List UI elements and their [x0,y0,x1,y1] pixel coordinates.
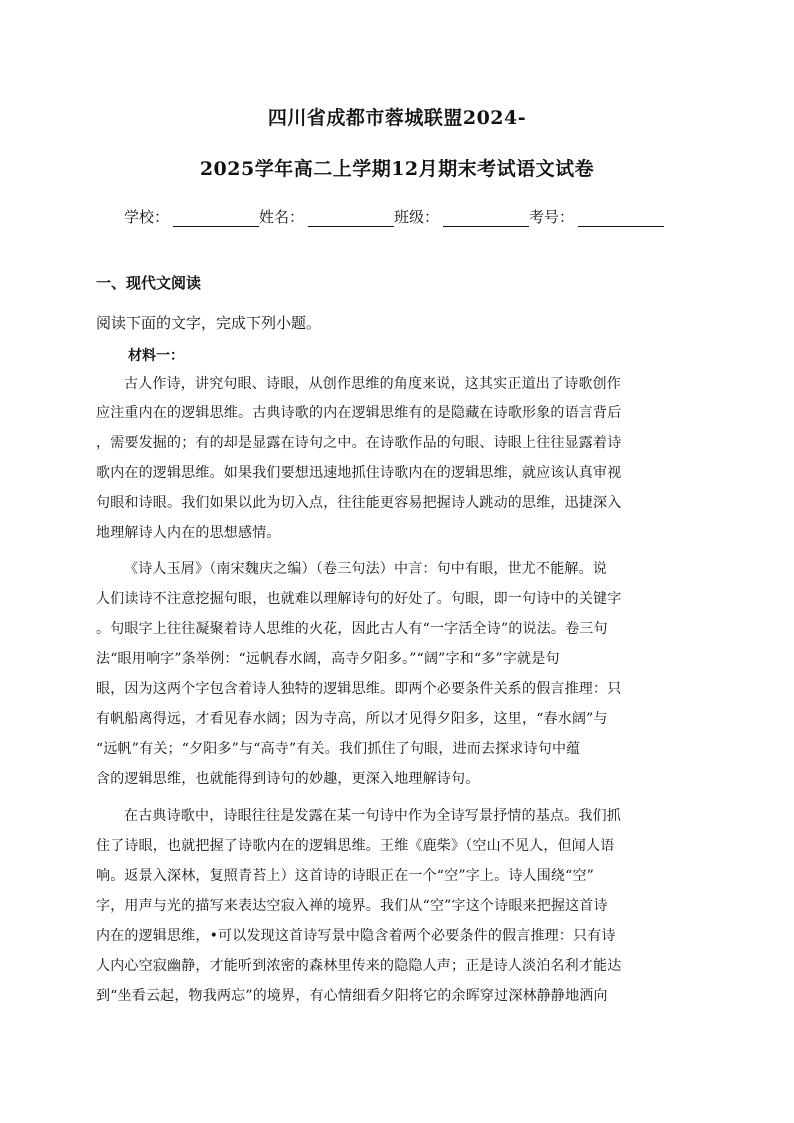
body-line: 古人作诗，讲究句眼、诗眼，从创作思维的角度来说，这其实正道出了诗歌创作 [124,376,621,392]
body-line: 人内心空寂幽静，才能听到浓密的森林里传来的隐隐人声；正是诗人淡泊名利才能达 [96,958,622,974]
school-field [124,206,259,227]
body-line: 有帆船离得远，才看见春水阔；因为寺高，所以才见得夕阳多，这里，“春水阔”与 [96,711,608,727]
class-blank [443,210,529,227]
class-field [394,206,529,227]
reading-instruction: 阅读下面的文字，完成下列小题。 [96,314,322,332]
body-line: 《诗人玉屑》（南宋魏庆之编）（卷三句法）中言：句中有眼，世尤不能解。说 [124,561,607,577]
body-line: 含的逻辑思维，也就能得到诗句的妙趣，更深入地理解诗句。 [96,771,480,787]
body-line: 法“眼用响字”条举例：“远帆春水阔，高寺夕阳多。”“阔”字和“多”字就是句 [96,651,560,667]
body-line: “远帆”有关；“夕阳多”与“高寺”有关。我们抓住了句眼，进而去探求诗句中蕴 [96,741,581,757]
exam-number-blank [578,210,664,227]
student-info-row [124,206,684,227]
section-heading: 一、现代文阅读 [96,274,202,292]
class-label: 班级： [394,208,440,226]
body-line: 应注重内在的逻辑思维。古典诗歌的内在逻辑思维有的是隐藏在诗歌形象的语言背后 [96,405,622,421]
name-blank [308,210,394,227]
exam-title-line-1: 四川省成都市蓉城联盟2024- [267,107,527,129]
body-line: 。句眼字上往往凝聚着诗人思维的火花，因此古人有“一字活全诗”的说法。卷三句 [96,621,608,637]
exam-number-field [529,206,664,227]
body-line: 在古典诗歌中，诗眼往往是发露在某一句诗中作为全诗写景抒情的基点。我们抓 [124,808,621,824]
material-label: 材料一： [128,348,184,364]
body-line: 人们读诗不注意挖掘句眼，也就难以理解诗句的好处了。句眼，即一句诗中的关键字 [96,591,622,607]
body-line: 响。返景入深林，复照青苔上）这首诗的诗眼正在一个“空”字上。诗人围绕“空” [96,868,595,884]
body-line: 字，用声与光的描写来表达空寂入禅的境界。我们从“空”字这个诗眼来把握这首诗 [96,898,608,914]
body-line: 眼，因为这两个字包含着诗人独特的逻辑思维。即两个必要条件关系的假言推理：只 [96,681,622,697]
exam-title-line-2: 2025学年高二上学期12月期末考试语文试卷 [199,158,595,180]
body-line: 歌内在的逻辑思维。如果我们要想迅速地抓住诗歌内在的逻辑思维，就应该认真审视 [96,465,622,481]
body-line: 句眼和诗眼。我们如果以此为切入点，往往能更容易把握诗人跳动的思维，迅捷深入 [96,495,622,511]
name-label: 姓名： [259,208,305,226]
body-line: ，需要发掘的；有的却是显露在诗句之中。在诗歌作品的句眼、诗眼上往往显露着诗 [96,435,622,451]
school-label: 学校： [124,208,170,226]
body-line: 住了诗眼，也就把握了诗歌内在的逻辑思维。王维《鹿柴》（空山不见人，但闻人语 [96,838,615,854]
name-field [259,206,394,227]
body-line: 地理解诗人内在的思想感情。 [96,525,281,541]
exam-number-label: 考号： [529,208,575,226]
school-blank [173,210,259,227]
body-line: 内在的逻辑思维，•可以发现这首诗写景中隐含着两个必要条件的假言推理：只有诗 [96,928,616,944]
body-line: 到“坐看云起，物我两忘”的境界，有心情细看夕阳将它的余晖穿过深林静静地洒向 [96,988,608,1004]
